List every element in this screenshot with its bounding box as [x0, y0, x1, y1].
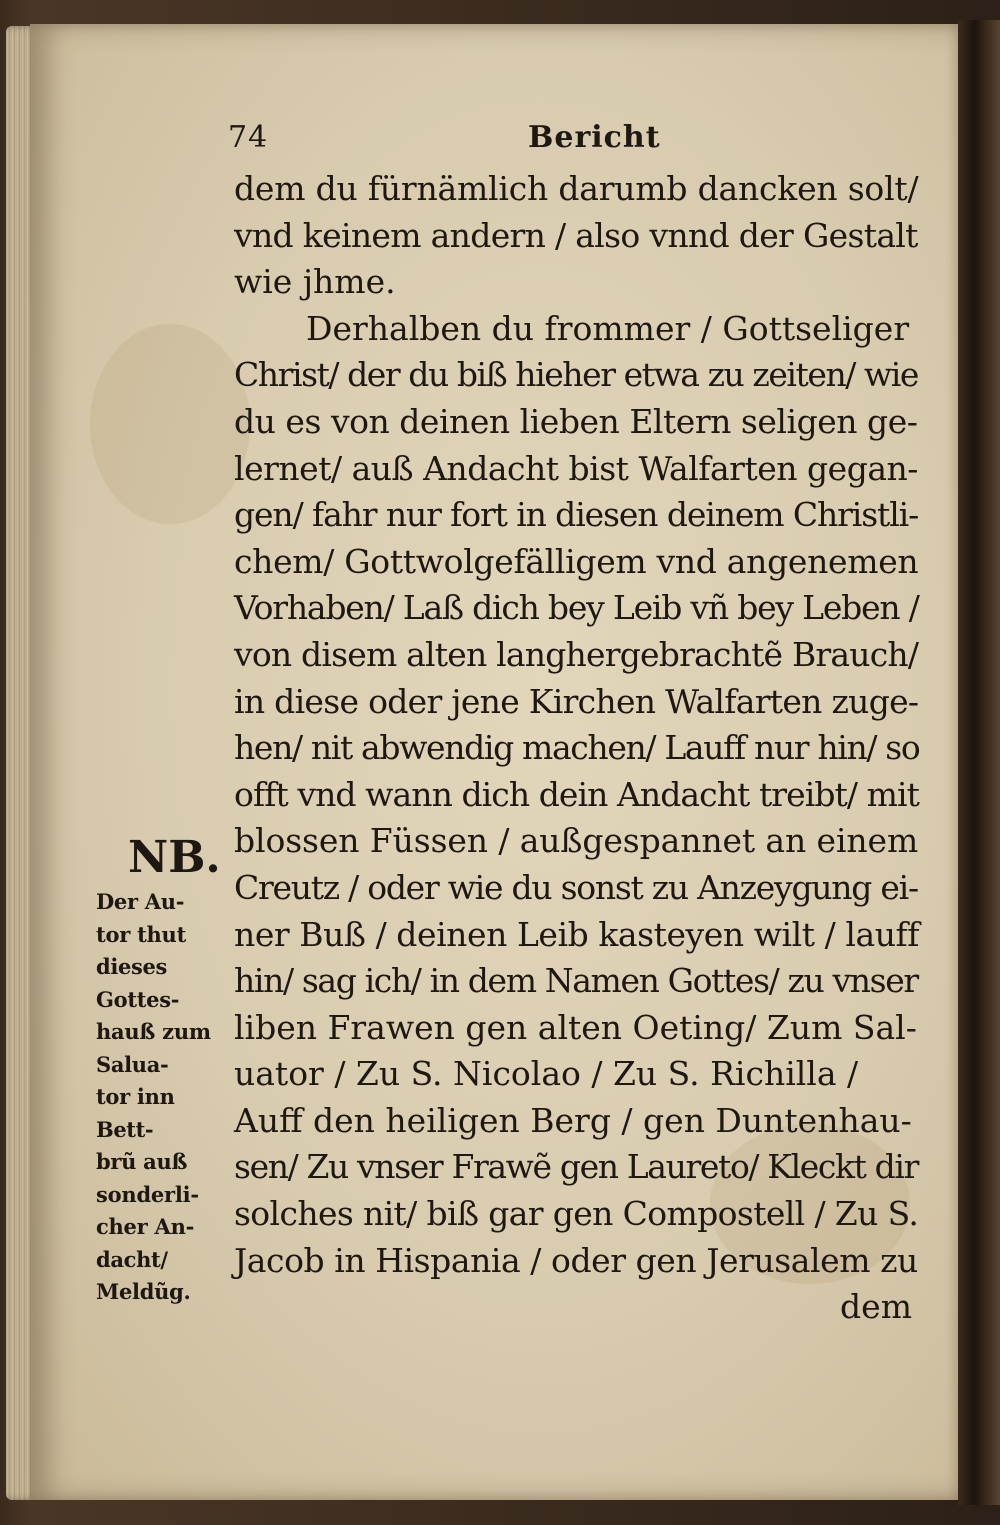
marginal-note [96, 886, 236, 1309]
text-line: du es von deinen lieben Eltern seligen ge- [234, 401, 918, 441]
paper-stain [90, 324, 250, 524]
text-line: lernet/ auß Andacht bist Walfarten gegan- [234, 448, 918, 488]
marginal-note-line: cher An- [96, 1214, 195, 1239]
text-line: Vorhaben/ Laß dich bey Leib vñ bey Leben / [234, 588, 919, 628]
text-line: solches nit/ biß gar gen Compostell / Zu S. [234, 1194, 919, 1234]
text-line: Christ/ der du biß hieher etwa zu zeiten/ wie [234, 355, 919, 395]
marginal-note-line: tor thut [96, 921, 187, 947]
text-line: Auff den heiligen Berg / gen Duntenhau- [234, 1100, 912, 1140]
marginal-note-line: brũ auß [96, 1149, 188, 1174]
running-title: Bericht [528, 120, 661, 155]
text-line: vnd keinem andern / also vnnd der Gestalt [234, 215, 918, 255]
text-line: uator / Zu S. Nicolao / Zu S. Richilla / [234, 1054, 859, 1094]
text-line: liben Frawen gen alten Oeting/ Zum Sal- [234, 1007, 917, 1047]
text-line: Derhalben du frommer / Gottseliger [306, 308, 910, 348]
catchword: dem [840, 1287, 912, 1327]
text-line: gen/ fahr nur fort in diesen deinem Christli- [234, 495, 919, 535]
running-head [0, 120, 1000, 160]
marginal-note-line: hauß zum [96, 1019, 211, 1044]
marginal-note-line: Gottes- [96, 986, 180, 1012]
text-line: Jacob in Hispania / oder gen Jerusalem zu [234, 1240, 918, 1280]
marginal-note-line: tor inn [96, 1084, 175, 1109]
book-gutter [958, 20, 1000, 1505]
marginal-note-line: Salua- [96, 1051, 169, 1077]
text-line: offt vnd wann dich dein Andacht treibt/ mit [234, 774, 919, 814]
text-line: Creutz / oder wie du sonst zu Anzeygung ei- [234, 867, 918, 907]
text-line: chem/ Gottwolgefälligem vnd angenemen [234, 541, 919, 581]
text-line: in diese oder jene Kirchen Walfarten zuge- [234, 681, 919, 721]
text-line: ner Buß / deinen Leib kasteyen wilt / lauff [234, 914, 920, 954]
marginal-note-line: Der Au- [96, 889, 185, 914]
text-line: wie jhme. [234, 262, 396, 302]
text-line: hin/ sag ich/ in dem Namen Gottes/ zu vnser [234, 961, 918, 1001]
text-line: von disem alten langhergebrachtẽ Brauch/ [234, 634, 919, 674]
marginal-note-line: sonderli- [96, 1181, 199, 1207]
body-text [234, 166, 918, 1331]
text-line: hen/ nit abwendig machen/ Lauff nur hin/ so [234, 728, 920, 768]
text-line: dem du fürnämlich darumb dancken solt/ [234, 169, 919, 208]
marginal-note-line: dacht/ [96, 1246, 168, 1272]
marginal-note-line: Meldũg. [96, 1279, 191, 1304]
text-line: blossen Füssen / außgespannet an einem [234, 821, 919, 861]
marginal-note-line: dieses [96, 954, 168, 979]
text-line: sen/ Zu vnser Frawẽ gen Laureto/ Kleckt dir [234, 1147, 919, 1187]
page-number: 74 [228, 120, 269, 155]
nota-bene-mark: NB. [128, 832, 221, 883]
marginal-note-line: Bett- [96, 1116, 154, 1142]
